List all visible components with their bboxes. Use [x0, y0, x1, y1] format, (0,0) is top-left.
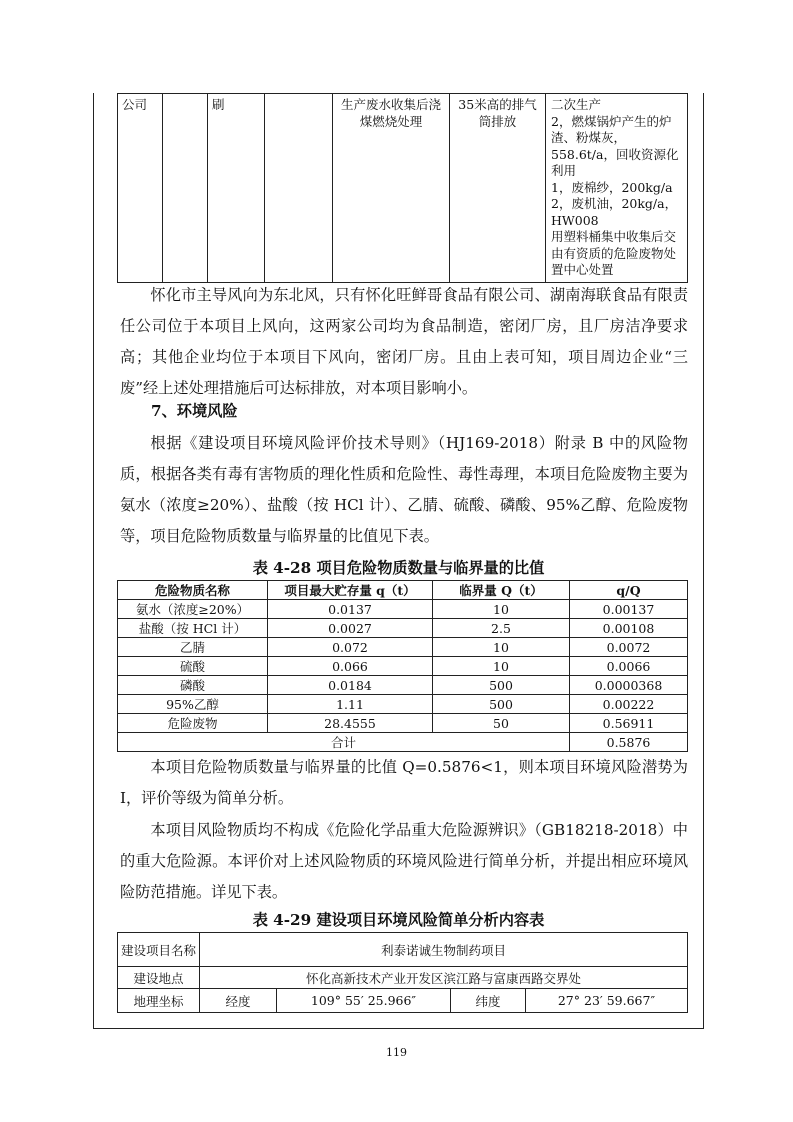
table-row [118, 989, 688, 1013]
section-heading-risk: 7、环境风险 [151, 402, 238, 420]
continued-table [117, 93, 688, 283]
header-max-storage: 项目最大贮存量 q（t） [268, 581, 433, 600]
solid-waste-line: 用塑料桶集中收集后交由有资质的危险废物处置中心处置 [551, 229, 677, 277]
cell-substance: 氨水（浓度≥20%） [118, 600, 268, 619]
cell-exhaust: 35米高的排气筒排放 [450, 94, 546, 283]
header-threshold: 临界量 Q（t） [433, 581, 570, 600]
cell-ratio: 0.00137 [570, 600, 688, 619]
cell-project-name: 利泰诺诚生物制药项目 [200, 933, 688, 967]
table-29 [117, 932, 688, 1013]
table-row [118, 695, 688, 714]
cell-brush: 刷 [208, 94, 265, 283]
cell-ratio: 0.0066 [570, 657, 688, 676]
cell-threshold: 500 [433, 695, 570, 714]
cell-storage: 0.066 [268, 657, 433, 676]
table-row [118, 933, 688, 967]
cell-storage: 0.072 [268, 638, 433, 657]
cell-ratio: 0.56911 [570, 714, 688, 733]
solid-waste-line: 二次生产 [551, 97, 602, 112]
cell-substance: 95%乙醇 [118, 695, 268, 714]
cell-blank-1 [163, 94, 208, 283]
cell-coord-label: 地理坐标 [118, 989, 200, 1013]
cell-project-name-label: 建设项目名称 [118, 933, 200, 967]
table-row [118, 600, 688, 619]
cell-substance: 危险废物 [118, 714, 268, 733]
paragraph-risk-result: 本项目危险物质数量与临界量的比值 Q=0.5876<1，则本项目环境风险潜势为I，评价等级为简单分析。 [120, 758, 688, 807]
cell-blank-2 [265, 94, 333, 283]
cell-threshold: 10 [433, 600, 570, 619]
table-header-row [118, 581, 688, 600]
table-28 [117, 580, 688, 752]
cell-substance: 盐酸（按 HCl 计） [118, 619, 268, 638]
cell-threshold: 2.5 [433, 619, 570, 638]
solid-waste-line: 2，燃煤锅炉产生的炉渣、粉煤灰，558.6t/a，回收资源化利用 [551, 113, 679, 178]
paragraph-risk-intro: 根据《建设项目环境风险评价技术导则》（HJ169-2018）附录 B 中的风险物质，根据各类有毒有害物质的理化性质和危险性、毒性毒理，本项目危险废物主要为氨水（浓度≥20%）、盐酸（按 HCl 计）、乙腈、硫酸、磷酸、95%乙醇、危险废物等，项目危险物质数量与临界量的比值见下表。 [120, 434, 688, 545]
table-row [118, 676, 688, 695]
header-substance: 危险物质名称 [118, 581, 268, 600]
header-ratio: q/Q [570, 581, 688, 600]
cell-total-label: 合计 [118, 733, 570, 752]
cell-location: 怀化高新技术产业开发区滨江路与富康西路交界处 [200, 967, 688, 989]
cell-ratio: 0.00222 [570, 695, 688, 714]
cell-threshold: 10 [433, 638, 570, 657]
cell-threshold: 50 [433, 714, 570, 733]
cell-location-label: 建设地点 [118, 967, 200, 989]
solid-waste-line: 2，废机油，20kg/a，HW008 [551, 196, 678, 228]
cell-substance: 乙腈 [118, 638, 268, 657]
cell-ratio: 0.0072 [570, 638, 688, 657]
table-row [118, 657, 688, 676]
cell-solid-waste [546, 94, 688, 283]
cell-storage: 1.11 [268, 695, 433, 714]
cell-lon-label: 经度 [200, 989, 277, 1013]
cell-storage: 0.0184 [268, 676, 433, 695]
cell-threshold: 500 [433, 676, 570, 695]
cell-storage: 0.0027 [268, 619, 433, 638]
table-29-caption: 表 4-29 建设项目环境风险简单分析内容表 [252, 911, 545, 929]
cell-lat: 27° 23′ 59.667″ [526, 989, 688, 1013]
table-row [118, 638, 688, 657]
table-row [118, 967, 688, 989]
cell-storage: 28.4555 [268, 714, 433, 733]
paragraph-major-hazard: 本项目风险物质均不构成《危险化学品重大危险源辨识》（GB18218-2018）中的重大危险源。本评价对上述风险物质的环境风险进行简单分析，并提出相应环境风险防范措施。详见下表。 [120, 821, 688, 901]
cell-threshold: 10 [433, 657, 570, 676]
table-row [118, 619, 688, 638]
cell-total-value: 0.5876 [570, 733, 688, 752]
paragraph-wind-direction: 怀化市主导风向为东北风，只有怀化旺鲜哥食品有限公司、湖南海联食品有限责任公司位于本项目上风向，这两家公司均为食品制造，密闭厂房，且厂房洁净要求高；其他企业均位于本项目下风向，密闭厂房。且由上表可知，项目周边企业“三废”经上述处理措施后可达标排放，对本项目影响小。 [120, 286, 688, 397]
cell-company: 公司 [118, 94, 163, 283]
cell-wastewater: 生产废水收集后浇煤燃烧处理 [333, 94, 450, 283]
cell-storage: 0.0137 [268, 600, 433, 619]
solid-waste-line: 1，废棉纱，200kg/a [551, 179, 673, 195]
table-28-caption: 表 4-28 项目危险物质数量与临界量的比值 [252, 559, 545, 577]
cell-substance: 磷酸 [118, 676, 268, 695]
table-total-row [118, 733, 688, 752]
page-number: 119 [386, 1046, 407, 1059]
table-row [118, 714, 688, 733]
cell-ratio: 0.0000368 [570, 676, 688, 695]
cell-lat-label: 纬度 [451, 989, 526, 1013]
cell-ratio: 0.00108 [570, 619, 688, 638]
cell-lon: 109° 55′ 25.966″ [277, 989, 451, 1013]
cell-substance: 硫酸 [118, 657, 268, 676]
